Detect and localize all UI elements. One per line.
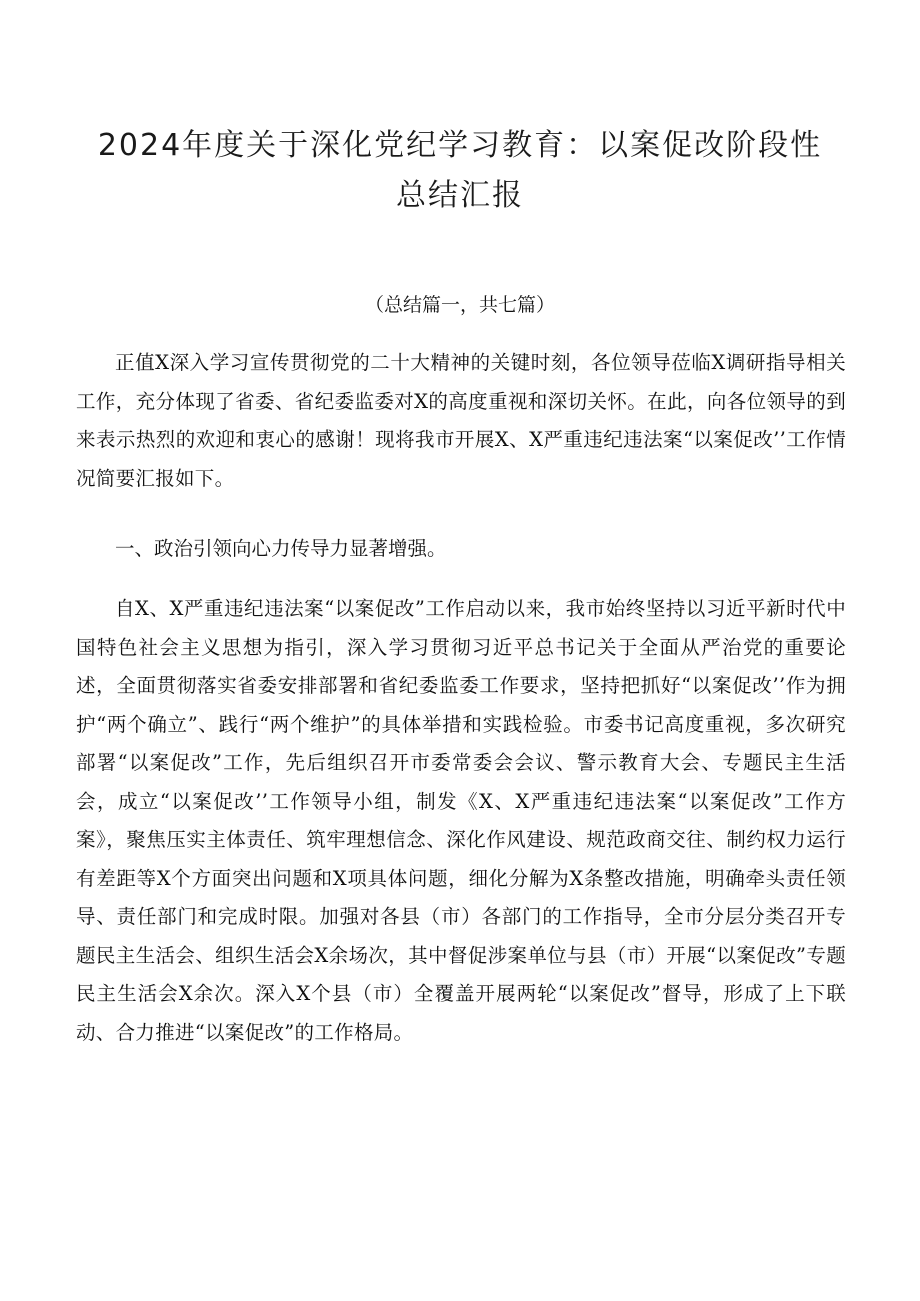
document-subtitle: （总结篇一，共七篇） (364, 294, 555, 316)
document-title-line-1: 2024年度关于深化党纪学习教育：以案促改阶段性 (97, 128, 823, 163)
paragraph-intro: 正值X深入学习宣传贯彻党的二十大精神的关键时刻，各位领导莅临X调研指导相关工作，充分体现了省委、省纪委监委对X的高度重视和深切关怀。在此，向各位领导的到来表示热烈的欢迎和衷心的感谢！现将我市开展X、X严重违纪违法案“以案促改’’工作情况简要汇报如下。 (76, 351, 846, 490)
section-heading: 一、政治引领向心力传导力显著增强。 (115, 537, 447, 560)
document-title-line-2: 总结汇报 (396, 178, 524, 213)
paragraph-body: 自X、X严重违纪违法案“以案促改”工作启动以来，我市始终坚持以习近平新时代中国特色社会主义思想为指引，深入学习贯彻习近平总书记关于全面从严治党的重要论述，全面贯彻落实省委安排部署和省纪委监委工作要求，坚持把抓好“以案促改’’作为拥护“两个确立”、践行“两个维护”的具体举措和实践检验。市委书记高度重视，多次研究部署“以案促改”工作，先后组织召开市委常委会会议、警示教育大会、专题民主生活会，成立“以案促改’’工作领导小组，制发《X、X严重违纪违法案“以案促改”工作方案》，聚焦压实主体责任、筑牢理想信念、深化作风建设、规范政商交往、制约权力运行有差距等X个方面突出问题和X项具体问题，细化分解为X条整改措施，明确牵头责任领导、责任部门和完成时限。加强对各县（市）各部门的工作指导，全市分层分类召开专题民主生活会、组织生活会X余场次，其中督促涉案单位与县（市）开展“以案促改”专题民主生活会X余次。深入X个县（市）全覆盖开展两轮“以案促改”督导，形成了上下联动、合力推进“以案促改”的工作格局。 (76, 597, 846, 1044)
